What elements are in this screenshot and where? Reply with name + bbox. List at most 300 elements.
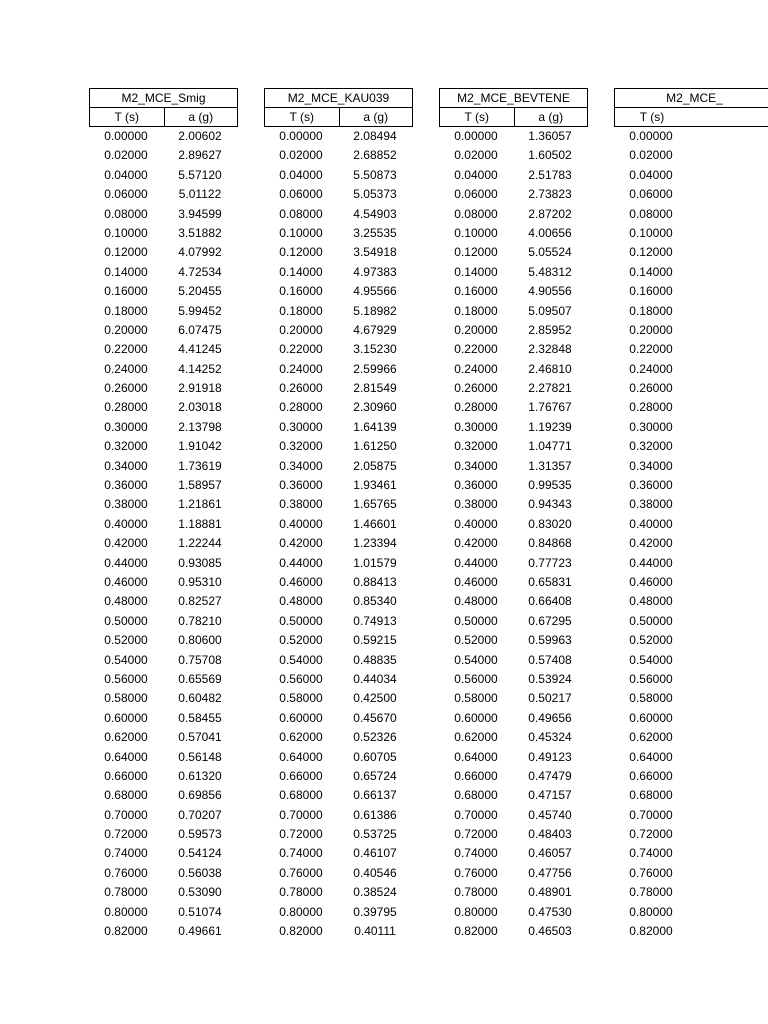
period-cell[interactable]: 0.20000 [454, 322, 498, 337]
accel-cell[interactable]: 1.18881 [178, 516, 222, 531]
accel-cell[interactable]: 0.48403 [528, 827, 572, 842]
period-cell[interactable]: 0.58000 [629, 691, 673, 706]
accel-cell[interactable]: 0.66408 [528, 594, 572, 609]
accel-cell[interactable]: 0.95310 [178, 574, 222, 589]
accel-cell[interactable]: 0.38524 [353, 885, 397, 900]
accel-cell[interactable]: 0.66137 [353, 788, 397, 803]
accel-cell[interactable]: 0.82527 [178, 594, 222, 609]
period-cell[interactable]: 0.02000 [279, 148, 323, 163]
period-cell[interactable]: 0.68000 [279, 788, 323, 803]
period-cell[interactable]: 0.64000 [629, 749, 673, 764]
period-cell[interactable]: 0.00000 [629, 129, 673, 143]
accel-cell[interactable]: 3.54918 [353, 245, 397, 260]
period-cell[interactable]: 0.12000 [454, 245, 498, 260]
accel-cell[interactable]: 0.49123 [528, 749, 572, 764]
period-cell[interactable]: 0.68000 [104, 788, 148, 803]
accel-cell[interactable]: 0.46503 [528, 924, 572, 939]
period-cell[interactable]: 0.28000 [454, 400, 498, 415]
period-cell[interactable]: 0.38000 [454, 497, 498, 512]
accel-cell[interactable]: 0.53924 [528, 671, 572, 686]
period-cell[interactable]: 0.50000 [454, 613, 498, 628]
period-cell[interactable]: 0.22000 [279, 342, 323, 357]
accel-cell[interactable]: 1.65765 [353, 497, 397, 512]
period-cell[interactable]: 0.50000 [104, 613, 148, 628]
period-cell[interactable]: 0.28000 [279, 400, 323, 415]
accel-cell[interactable]: 0.49656 [528, 710, 572, 725]
period-cell[interactable]: 0.46000 [454, 574, 498, 589]
accel-cell[interactable]: 1.64139 [353, 419, 397, 434]
period-cell[interactable]: 0.50000 [279, 613, 323, 628]
accel-cell[interactable]: 0.40546 [353, 865, 397, 880]
period-cell[interactable]: 0.24000 [629, 361, 673, 376]
accel-cell[interactable]: 3.51882 [178, 225, 222, 240]
period-cell[interactable]: 0.62000 [454, 730, 498, 745]
period-cell[interactable]: 0.70000 [629, 807, 673, 822]
period-cell[interactable]: 0.66000 [279, 768, 323, 783]
accel-cell[interactable]: 1.19239 [528, 419, 572, 434]
period-cell[interactable]: 0.80000 [454, 904, 498, 919]
period-cell[interactable]: 0.68000 [454, 788, 498, 803]
accel-cell[interactable]: 2.68852 [353, 148, 397, 163]
accel-cell[interactable]: 5.05524 [528, 245, 572, 260]
period-cell[interactable]: 0.78000 [279, 885, 323, 900]
accel-cell[interactable]: 0.47530 [528, 904, 572, 919]
accel-cell[interactable]: 0.39795 [353, 904, 397, 919]
period-cell[interactable]: 0.66000 [629, 768, 673, 783]
period-cell[interactable]: 0.30000 [629, 419, 673, 434]
period-cell[interactable]: 0.72000 [454, 827, 498, 842]
period-cell[interactable]: 0.14000 [629, 264, 673, 279]
period-cell[interactable]: 0.80000 [279, 904, 323, 919]
period-cell[interactable]: 0.06000 [454, 187, 498, 202]
accel-cell[interactable]: 3.15230 [353, 342, 397, 357]
accel-cell[interactable]: 1.31357 [528, 458, 572, 473]
accel-cell[interactable]: 0.59215 [353, 633, 397, 648]
period-cell[interactable]: 0.22000 [104, 342, 148, 357]
accel-cell[interactable]: 4.54903 [353, 206, 397, 221]
accel-cell[interactable]: 2.03018 [178, 400, 222, 415]
period-cell[interactable]: 0.60000 [629, 710, 673, 725]
accel-cell[interactable]: 3.25535 [353, 225, 397, 240]
accel-cell[interactable]: 0.45324 [528, 730, 572, 745]
period-cell[interactable]: 0.06000 [104, 187, 148, 202]
accel-cell[interactable]: 0.60705 [353, 749, 397, 764]
period-cell[interactable]: 0.18000 [629, 303, 673, 318]
period-cell[interactable]: 0.20000 [279, 322, 323, 337]
period-cell[interactable]: 0.42000 [454, 536, 498, 551]
period-cell[interactable]: 0.52000 [629, 633, 673, 648]
period-cell[interactable]: 0.12000 [629, 245, 673, 260]
period-cell[interactable]: 0.24000 [279, 361, 323, 376]
accel-cell[interactable]: 4.67929 [353, 322, 397, 337]
accel-cell[interactable]: 0.69856 [178, 788, 222, 803]
accel-cell[interactable]: 0.88413 [353, 574, 397, 589]
column-header-accel[interactable]: a (g) [339, 108, 413, 126]
period-cell[interactable]: 0.14000 [279, 264, 323, 279]
period-cell[interactable]: 0.40000 [629, 516, 673, 531]
accel-cell[interactable]: 1.61250 [353, 439, 397, 454]
period-cell[interactable]: 0.30000 [279, 419, 323, 434]
accel-cell[interactable]: 0.70207 [178, 807, 222, 822]
accel-cell[interactable]: 4.14252 [178, 361, 222, 376]
period-cell[interactable]: 0.02000 [629, 148, 673, 163]
period-cell[interactable]: 0.16000 [279, 284, 323, 299]
period-cell[interactable]: 0.74000 [279, 846, 323, 861]
period-cell[interactable]: 0.58000 [454, 691, 498, 706]
period-cell[interactable]: 0.36000 [454, 478, 498, 493]
period-cell[interactable]: 0.60000 [454, 710, 498, 725]
accel-cell[interactable]: 0.61386 [353, 807, 397, 822]
accel-cell[interactable]: 1.01579 [353, 555, 397, 570]
accel-cell[interactable]: 5.48312 [528, 264, 572, 279]
accel-cell[interactable]: 2.08494 [353, 129, 397, 143]
accel-cell[interactable]: 0.65831 [528, 574, 572, 589]
period-cell[interactable]: 0.04000 [104, 167, 148, 182]
period-cell[interactable]: 0.62000 [279, 730, 323, 745]
period-cell[interactable]: 0.16000 [454, 284, 498, 299]
accel-cell[interactable]: 0.80600 [178, 633, 222, 648]
period-cell[interactable]: 0.04000 [279, 167, 323, 182]
accel-cell[interactable]: 0.47756 [528, 865, 572, 880]
accel-cell[interactable]: 0.65724 [353, 768, 397, 783]
accel-cell[interactable]: 0.65569 [178, 671, 222, 686]
period-cell[interactable]: 0.74000 [454, 846, 498, 861]
accel-cell[interactable]: 0.84868 [528, 536, 572, 551]
accel-cell[interactable]: 2.13798 [178, 419, 222, 434]
accel-cell[interactable]: 0.78210 [178, 613, 222, 628]
period-cell[interactable]: 0.72000 [629, 827, 673, 842]
accel-cell[interactable]: 0.85340 [353, 594, 397, 609]
accel-cell[interactable]: 5.20455 [178, 284, 222, 299]
period-cell[interactable]: 0.04000 [454, 167, 498, 182]
period-cell[interactable]: 0.74000 [629, 846, 673, 861]
accel-cell[interactable]: 2.59966 [353, 361, 397, 376]
period-cell[interactable]: 0.70000 [104, 807, 148, 822]
accel-cell[interactable]: 0.51074 [178, 904, 222, 919]
accel-cell[interactable]: 5.50873 [353, 167, 397, 182]
period-cell[interactable]: 0.20000 [104, 322, 148, 337]
accel-cell[interactable]: 5.99452 [178, 303, 222, 318]
period-cell[interactable]: 0.08000 [454, 206, 498, 221]
period-cell[interactable]: 0.38000 [279, 497, 323, 512]
period-cell[interactable]: 0.42000 [279, 536, 323, 551]
accel-cell[interactable]: 2.73823 [528, 187, 572, 202]
period-cell[interactable]: 0.48000 [629, 594, 673, 609]
accel-cell[interactable]: 4.72534 [178, 264, 222, 279]
period-cell[interactable]: 0.16000 [104, 284, 148, 299]
column-header-period[interactable]: T (s) [114, 110, 139, 124]
period-cell[interactable]: 0.78000 [454, 885, 498, 900]
period-cell[interactable]: 0.58000 [279, 691, 323, 706]
period-cell[interactable]: 0.18000 [279, 303, 323, 318]
period-cell[interactable]: 0.32000 [629, 439, 673, 454]
accel-cell[interactable]: 2.89627 [178, 148, 222, 163]
period-cell[interactable]: 0.06000 [629, 187, 673, 202]
period-cell[interactable]: 0.44000 [104, 555, 148, 570]
accel-cell[interactable]: 0.57408 [528, 652, 572, 667]
period-cell[interactable]: 0.30000 [104, 419, 148, 434]
period-cell[interactable]: 0.10000 [279, 225, 323, 240]
accel-cell[interactable]: 2.81549 [353, 381, 397, 396]
period-cell[interactable]: 0.56000 [629, 671, 673, 686]
accel-cell[interactable]: 1.23394 [353, 536, 397, 551]
period-cell[interactable]: 0.12000 [279, 245, 323, 260]
period-cell[interactable]: 0.76000 [279, 865, 323, 880]
period-cell[interactable]: 0.26000 [279, 381, 323, 396]
period-cell[interactable]: 0.54000 [104, 652, 148, 667]
accel-cell[interactable]: 0.61320 [178, 768, 222, 783]
accel-cell[interactable]: 6.07475 [178, 322, 222, 337]
period-cell[interactable]: 0.76000 [629, 865, 673, 880]
period-cell[interactable]: 0.34000 [629, 458, 673, 473]
column-header-period[interactable]: T (s) [639, 110, 665, 124]
accel-cell[interactable]: 0.50217 [528, 691, 572, 706]
period-cell[interactable]: 0.34000 [104, 458, 148, 473]
accel-cell[interactable]: 0.42500 [353, 691, 397, 706]
period-cell[interactable]: 0.30000 [454, 419, 498, 434]
period-cell[interactable]: 0.40000 [454, 516, 498, 531]
period-cell[interactable]: 0.46000 [279, 574, 323, 589]
period-cell[interactable]: 0.56000 [279, 671, 323, 686]
period-cell[interactable]: 0.26000 [454, 381, 498, 396]
table-title[interactable]: M2_MCE_KAU039 [264, 88, 413, 108]
accel-cell[interactable]: 0.45740 [528, 807, 572, 822]
period-cell[interactable]: 0.02000 [104, 148, 148, 163]
period-cell[interactable]: 0.62000 [104, 730, 148, 745]
period-cell[interactable]: 0.38000 [629, 497, 673, 512]
accel-cell[interactable]: 0.40111 [354, 924, 396, 939]
accel-cell[interactable]: 2.85952 [528, 322, 572, 337]
period-cell[interactable]: 0.32000 [454, 439, 498, 454]
period-cell[interactable]: 0.24000 [454, 361, 498, 376]
period-cell[interactable]: 0.28000 [104, 400, 148, 415]
period-cell[interactable]: 0.04000 [629, 167, 673, 182]
accel-cell[interactable]: 0.49661 [178, 924, 222, 939]
column-header-accel[interactable]: a (g) [164, 108, 238, 126]
period-cell[interactable]: 0.70000 [279, 807, 323, 822]
accel-cell[interactable]: 0.56148 [178, 749, 222, 764]
accel-cell[interactable]: 0.52326 [353, 730, 397, 745]
period-cell[interactable]: 0.08000 [279, 206, 323, 221]
period-cell[interactable]: 0.52000 [454, 633, 498, 648]
period-cell[interactable]: 0.80000 [104, 904, 148, 919]
period-cell[interactable]: 0.72000 [104, 827, 148, 842]
period-cell[interactable]: 0.64000 [454, 749, 498, 764]
period-cell[interactable]: 0.78000 [629, 885, 673, 900]
period-cell[interactable]: 0.54000 [279, 652, 323, 667]
period-cell[interactable]: 0.32000 [279, 439, 323, 454]
period-cell[interactable]: 0.28000 [629, 400, 673, 415]
period-cell[interactable]: 0.52000 [104, 633, 148, 648]
accel-cell[interactable]: 0.44034 [353, 671, 397, 686]
period-cell[interactable]: 0.44000 [279, 555, 323, 570]
accel-cell[interactable]: 0.46057 [528, 846, 572, 861]
period-cell[interactable]: 0.48000 [104, 594, 148, 609]
table-title[interactable]: M2_MCE_BEVTENE [439, 88, 588, 108]
period-cell[interactable]: 0.46000 [104, 574, 148, 589]
period-cell[interactable]: 0.70000 [454, 807, 498, 822]
period-cell[interactable]: 0.42000 [629, 536, 673, 551]
period-cell[interactable]: 0.22000 [629, 342, 673, 357]
period-cell[interactable]: 0.64000 [104, 749, 148, 764]
column-header-period[interactable]: T (s) [464, 110, 489, 124]
period-cell[interactable]: 0.38000 [104, 497, 148, 512]
period-cell[interactable]: 0.66000 [454, 768, 498, 783]
accel-cell[interactable]: 0.57041 [178, 730, 222, 745]
period-cell[interactable]: 0.12000 [104, 245, 148, 260]
period-cell[interactable]: 0.44000 [629, 555, 673, 570]
accel-cell[interactable]: 2.46810 [528, 361, 572, 376]
accel-cell[interactable]: 4.90556 [528, 284, 572, 299]
accel-cell[interactable]: 2.32848 [528, 342, 572, 357]
period-cell[interactable]: 0.18000 [454, 303, 498, 318]
period-cell[interactable]: 0.18000 [104, 303, 148, 318]
period-cell[interactable]: 0.26000 [629, 381, 673, 396]
accel-cell[interactable]: 0.47157 [528, 788, 572, 803]
period-cell[interactable]: 0.14000 [454, 264, 498, 279]
accel-cell[interactable]: 0.54124 [178, 846, 222, 861]
accel-cell[interactable]: 1.93461 [353, 478, 397, 493]
accel-cell[interactable]: 2.00602 [178, 129, 222, 143]
period-cell[interactable]: 0.48000 [454, 594, 498, 609]
period-cell[interactable]: 0.56000 [454, 671, 498, 686]
period-cell[interactable]: 0.40000 [279, 516, 323, 531]
accel-cell[interactable]: 5.01122 [178, 187, 222, 202]
accel-cell[interactable]: 5.09507 [528, 303, 572, 318]
period-cell[interactable]: 0.34000 [279, 458, 323, 473]
period-cell[interactable]: 0.72000 [279, 827, 323, 842]
period-cell[interactable]: 0.54000 [454, 652, 498, 667]
accel-cell[interactable]: 2.91918 [178, 381, 222, 396]
accel-cell[interactable]: 4.41245 [178, 342, 222, 357]
period-cell[interactable]: 0.10000 [104, 225, 148, 240]
accel-cell[interactable]: 0.58455 [178, 710, 222, 725]
accel-cell[interactable]: 2.27821 [528, 381, 572, 396]
column-header-accel[interactable]: a (g) [514, 108, 588, 126]
period-cell[interactable]: 0.26000 [104, 381, 148, 396]
period-cell[interactable]: 0.14000 [104, 264, 148, 279]
accel-cell[interactable]: 4.95566 [353, 284, 397, 299]
period-cell[interactable]: 0.42000 [104, 536, 148, 551]
period-cell[interactable]: 0.00000 [104, 129, 148, 143]
accel-cell[interactable]: 0.48901 [528, 885, 572, 900]
accel-cell[interactable]: 4.07992 [178, 245, 222, 260]
period-cell[interactable]: 0.78000 [104, 885, 148, 900]
period-cell[interactable]: 0.08000 [629, 206, 673, 221]
accel-cell[interactable]: 0.59963 [528, 633, 572, 648]
table-title[interactable]: M2_MCE_ [614, 88, 768, 108]
period-cell[interactable]: 0.24000 [104, 361, 148, 376]
accel-cell[interactable]: 1.22244 [178, 536, 222, 551]
accel-cell[interactable]: 4.00656 [528, 225, 572, 240]
period-cell[interactable]: 0.66000 [104, 768, 148, 783]
period-cell[interactable]: 0.82000 [104, 924, 148, 939]
accel-cell[interactable]: 0.77723 [528, 555, 572, 570]
accel-cell[interactable]: 3.94599 [178, 206, 222, 221]
period-cell[interactable]: 0.02000 [454, 148, 498, 163]
period-cell[interactable]: 0.20000 [629, 322, 673, 337]
period-cell[interactable]: 0.10000 [454, 225, 498, 240]
accel-cell[interactable]: 0.94343 [528, 497, 572, 512]
period-cell[interactable]: 0.10000 [629, 225, 673, 240]
accel-cell[interactable]: 1.58957 [178, 478, 222, 493]
period-cell[interactable]: 0.68000 [629, 788, 673, 803]
accel-cell[interactable]: 1.21861 [178, 497, 222, 512]
period-cell[interactable]: 0.08000 [104, 206, 148, 221]
accel-cell[interactable]: 0.93085 [178, 555, 222, 570]
accel-cell[interactable]: 1.46601 [353, 516, 397, 531]
period-cell[interactable]: 0.60000 [104, 710, 148, 725]
period-cell[interactable]: 0.40000 [104, 516, 148, 531]
period-cell[interactable]: 0.80000 [629, 904, 673, 919]
period-cell[interactable]: 0.46000 [629, 574, 673, 589]
period-cell[interactable]: 0.56000 [104, 671, 148, 686]
period-cell[interactable]: 0.00000 [454, 129, 498, 143]
period-cell[interactable]: 0.32000 [104, 439, 148, 454]
period-cell[interactable]: 0.82000 [279, 924, 323, 939]
accel-cell[interactable]: 5.57120 [178, 167, 222, 182]
accel-cell[interactable]: 0.59573 [178, 827, 222, 842]
accel-cell[interactable]: 0.48835 [353, 652, 397, 667]
period-cell[interactable]: 0.76000 [454, 865, 498, 880]
accel-cell[interactable]: 0.74913 [353, 613, 397, 628]
accel-cell[interactable]: 1.73619 [178, 458, 222, 473]
accel-cell[interactable]: 0.56038 [178, 865, 222, 880]
accel-cell[interactable]: 0.45670 [353, 710, 397, 725]
period-cell[interactable]: 0.48000 [279, 594, 323, 609]
period-cell[interactable]: 0.50000 [629, 613, 673, 628]
accel-cell[interactable]: 2.05875 [353, 458, 397, 473]
accel-cell[interactable]: 0.75708 [178, 652, 222, 667]
accel-cell[interactable]: 1.36057 [528, 129, 572, 143]
period-cell[interactable]: 0.36000 [279, 478, 323, 493]
period-cell[interactable]: 0.44000 [454, 555, 498, 570]
period-cell[interactable]: 0.76000 [104, 865, 148, 880]
accel-cell[interactable]: 0.60482 [178, 691, 222, 706]
period-cell[interactable]: 0.74000 [104, 846, 148, 861]
accel-cell[interactable]: 0.53090 [178, 885, 222, 900]
period-cell[interactable]: 0.60000 [279, 710, 323, 725]
period-cell[interactable]: 0.36000 [104, 478, 148, 493]
accel-cell[interactable]: 0.99535 [528, 478, 572, 493]
period-cell[interactable]: 0.64000 [279, 749, 323, 764]
accel-cell[interactable]: 0.53725 [353, 827, 397, 842]
accel-cell[interactable]: 2.87202 [528, 206, 572, 221]
period-cell[interactable]: 0.34000 [454, 458, 498, 473]
accel-cell[interactable]: 0.83020 [528, 516, 572, 531]
accel-cell[interactable]: 0.46107 [353, 846, 397, 861]
period-cell[interactable]: 0.58000 [104, 691, 148, 706]
accel-cell[interactable]: 1.60502 [528, 148, 572, 163]
period-cell[interactable]: 0.62000 [629, 730, 673, 745]
period-cell[interactable]: 0.22000 [454, 342, 498, 357]
table-title[interactable]: M2_MCE_Smig [89, 88, 238, 108]
accel-cell[interactable]: 2.51783 [528, 167, 572, 182]
accel-cell[interactable]: 5.05373 [353, 187, 397, 202]
accel-cell[interactable]: 0.67295 [528, 613, 572, 628]
accel-cell[interactable]: 4.97383 [353, 264, 397, 279]
accel-cell[interactable]: 2.30960 [353, 400, 397, 415]
accel-cell[interactable]: 1.91042 [178, 439, 222, 454]
accel-cell[interactable]: 1.76767 [528, 400, 572, 415]
period-cell[interactable]: 0.06000 [279, 187, 323, 202]
accel-cell[interactable]: 0.47479 [528, 768, 572, 783]
column-header-period[interactable]: T (s) [289, 110, 314, 124]
accel-cell[interactable]: 5.18982 [353, 303, 397, 318]
period-cell[interactable]: 0.16000 [629, 284, 673, 299]
period-cell[interactable]: 0.82000 [629, 924, 673, 939]
period-cell[interactable]: 0.52000 [279, 633, 323, 648]
